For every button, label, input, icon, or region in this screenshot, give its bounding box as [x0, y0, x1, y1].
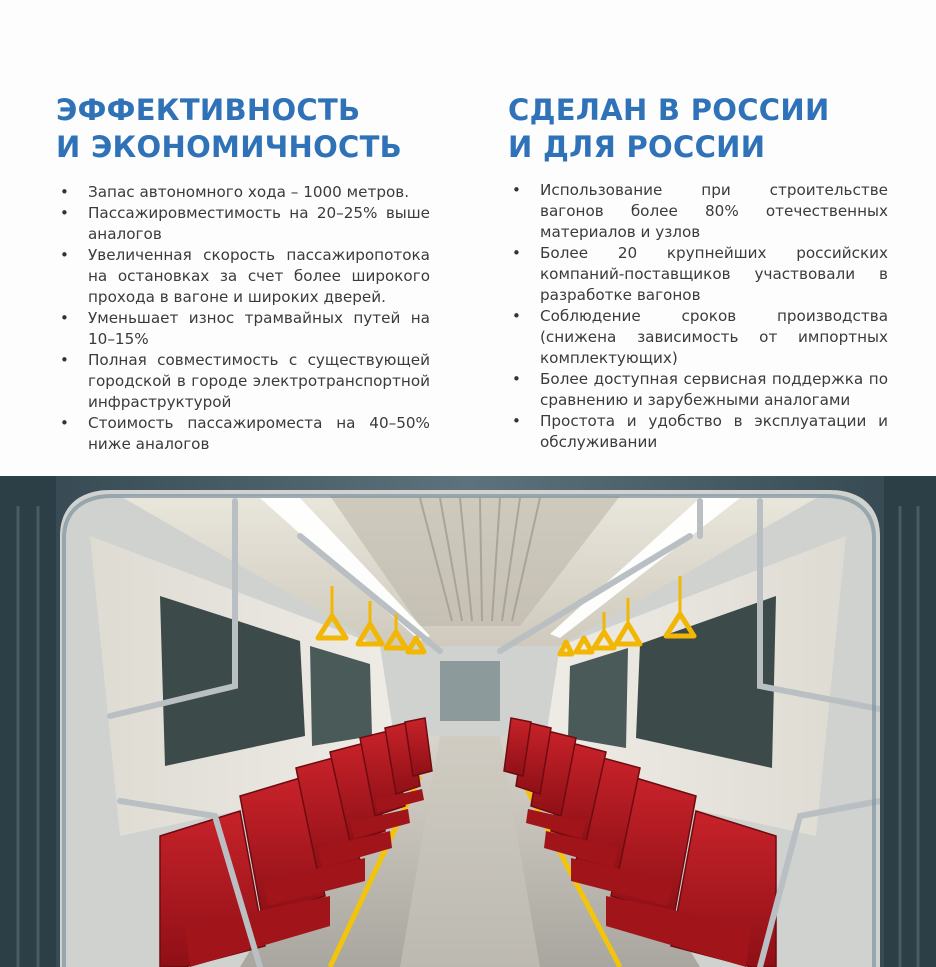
- list-item: • Соблюдение сроков производства (снижена зависимость от импортных комплектующих): [508, 306, 888, 369]
- list-item: • Использование при строительстве вагонов более 80% отечественных материалов и узлов: [508, 180, 888, 243]
- list-item: • Уменьшает износ трамвайных путей на 10–15%: [56, 308, 430, 350]
- list-item: • Запас автономного хода – 1000 метров.: [56, 182, 430, 203]
- list-item: • Полная совместимость с существующей городской в городе электротранспортной инфраструктурой: [56, 350, 430, 413]
- list-item: • Более 20 крупнейших российских компаний-поставщиков участвовали в разработке вагонов: [508, 243, 888, 306]
- made-in-russia-heading-line2: И ДЛЯ РОССИИ: [508, 130, 766, 164]
- efficiency-list: [56, 182, 436, 455]
- list-item: • Пассажировместимость на 20–25% выше аналогов: [56, 203, 430, 245]
- tram-interior-photo: [0, 476, 936, 967]
- made-in-russia-list: [508, 180, 888, 453]
- made-in-russia-heading: [508, 92, 888, 166]
- efficiency-section: [56, 92, 436, 455]
- made-in-russia-section: [508, 92, 888, 453]
- efficiency-heading-line1: ЭФФЕКТИВНОСТЬ: [56, 93, 361, 127]
- efficiency-heading-line2: И ЭКОНОМИЧНОСТЬ: [56, 130, 403, 164]
- made-in-russia-heading-line1: СДЕЛАН В РОССИИ: [508, 93, 830, 127]
- list-item: • Стоимость пассажироместа на 40–50% ниже аналогов: [56, 413, 430, 455]
- list-item: • Более доступная сервисная поддержка по сравнению и зарубежными аналогами: [508, 369, 888, 411]
- efficiency-heading: [56, 92, 436, 166]
- list-item: • Увеличенная скорость пассажиропотока на остановках за счет более широкого прохода в вагоне и широких дверей.: [56, 245, 430, 308]
- list-item: • Простота и удобство в эксплуатации и обслуживании: [508, 411, 888, 453]
